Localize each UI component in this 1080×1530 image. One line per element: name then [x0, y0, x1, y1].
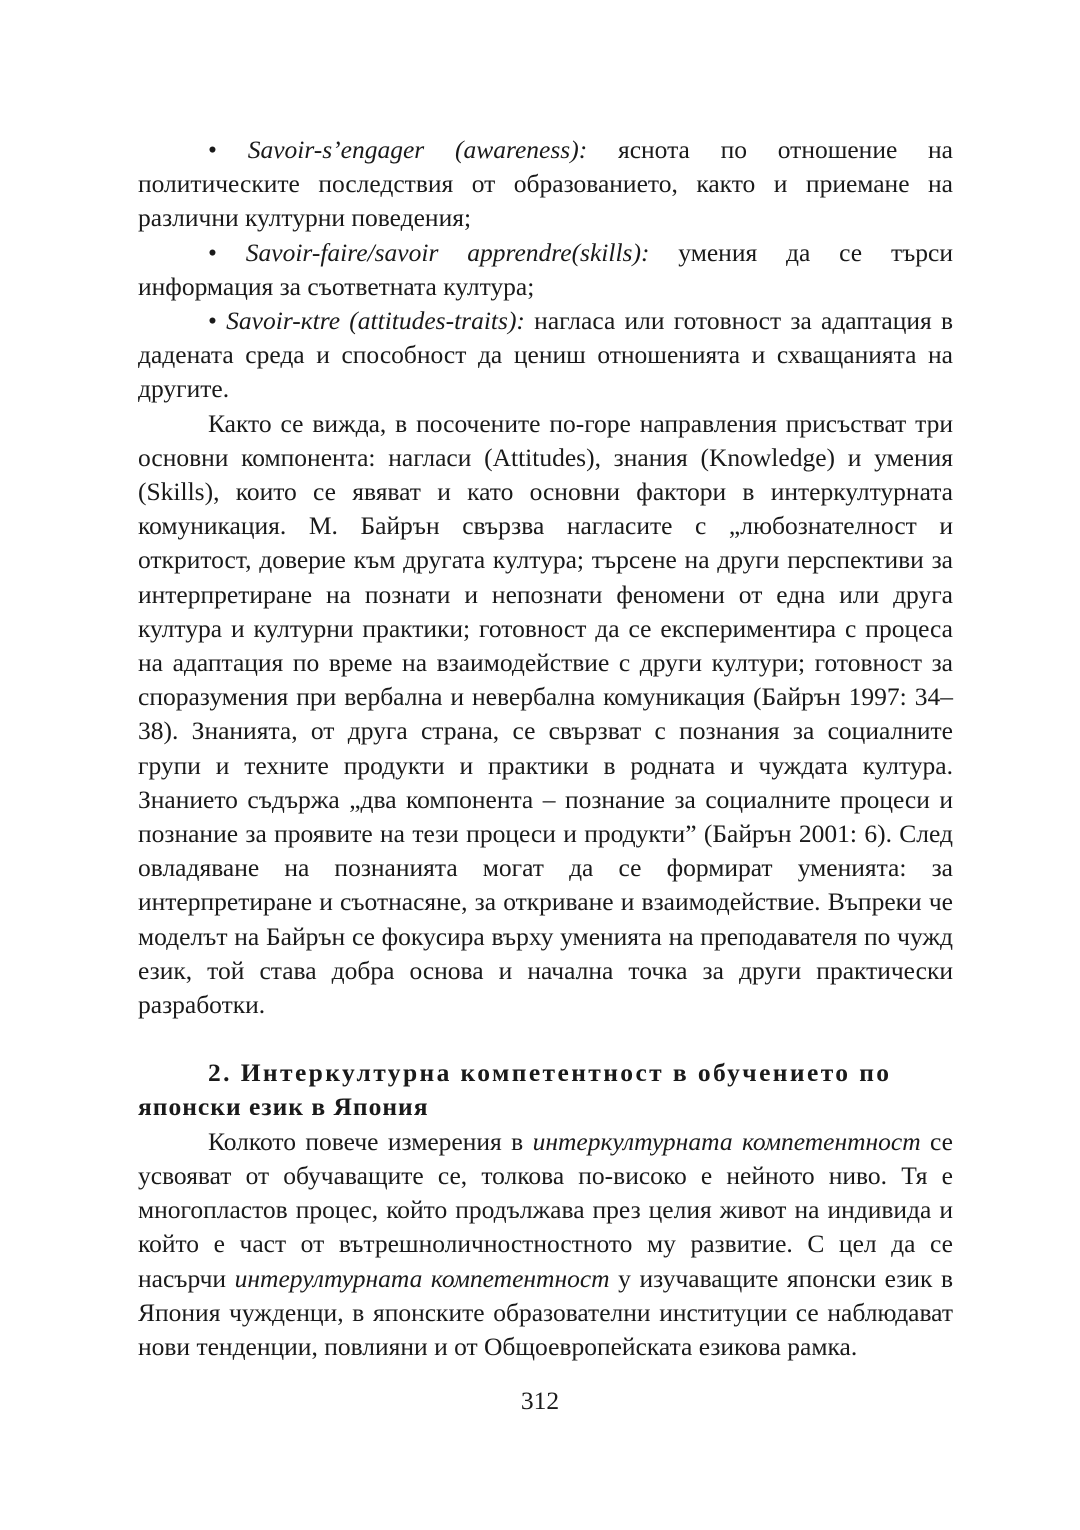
page-number: 312 [520, 1386, 560, 1415]
section-heading-line1: 2. Интеркултурна компетентност в обучението по [208, 1058, 892, 1088]
section-heading [138, 1056, 953, 1124]
bullet-item-attitudes [138, 304, 953, 407]
italic-term: интерултурната компетентност [234, 1263, 610, 1293]
paragraph-text: се усвояват от обучаващите се, толкова по-високо е нейното ниво. Тя е многопластов процес, който продължава през целия живот на индивида и който е част от вътрешноличностностното му развитие. С цел да се насърчи [138, 1126, 953, 1293]
section-heading-line2: японски език в Япония [138, 1092, 429, 1122]
paragraph-text: у изучаващите японски език в Япония чужденци, в японските образователни институции се наблюдават нови тенденции, повлияни и от Общоевропейската езикова рамка. [138, 1263, 953, 1361]
paragraph-text: Колкото повече измерения в [208, 1126, 533, 1156]
body-paragraph-japan [138, 1125, 953, 1364]
page-body [138, 133, 953, 1364]
body-paragraph-byram: Както се вижда, в посочените по-горе направления присъстват три основни компонента: нагласи (Attitudes), знания (Knowledge) и умения (Skills), които се явяват и като основни фактори в интеркултурната комуникация. М. Байрън свързва нагласите с „любознателност и откритост, доверие към другата култура; търсене на други перспективи за интерпретиране на познати и непознати феномени от една или друга култура и културни практики; готовност да се експериментира с процеса на адаптация по време на взаимодействие с други култури; готовност за споразумения при вербална и невербална комуникация (Байрън 1997: 34–38). Знанията, от друга страна, се свързват с познания за социалните групи и техните продукти и практики в родната и чуждата култура. Знанието съдържа „два компонента – познание за социалните процеси и познание за проявите на тези процеси и продукти” (Байрън 2001: 6). След овладяване на познанията могат да се формират уменията: за интерпретиране и съотнасяне, за откриване и взаимодействие. Въпреки че моделът на Байрън се фокусира върху уменията на преподавателя по чужд език, той става добра основа и начална точка за други практически разработки. [138, 408, 953, 1020]
bullet-term: • Savoir-s’engager (awareness): [208, 135, 587, 164]
bullet-term: • Savoir-кtre (attitudes-traits): [208, 306, 525, 335]
italic-term: интеркултурната компетентност [532, 1126, 921, 1156]
bullet-text: нагласа или готовност за адаптация в дадената среда и способност да цениш отношенията и схващанията на другите. [138, 306, 953, 404]
bullet-text: умения да се търси информация за съответната култура; [138, 237, 953, 301]
bullet-text: яснота по отношение на политическите последствия от образованието, както и приемане на различни културни поведения; [138, 135, 954, 233]
bullet-term: • Savoir-faire/savoir apprendre(skills): [208, 238, 649, 267]
bullet-item-awareness [138, 133, 953, 236]
bullet-item-skills [138, 236, 953, 304]
